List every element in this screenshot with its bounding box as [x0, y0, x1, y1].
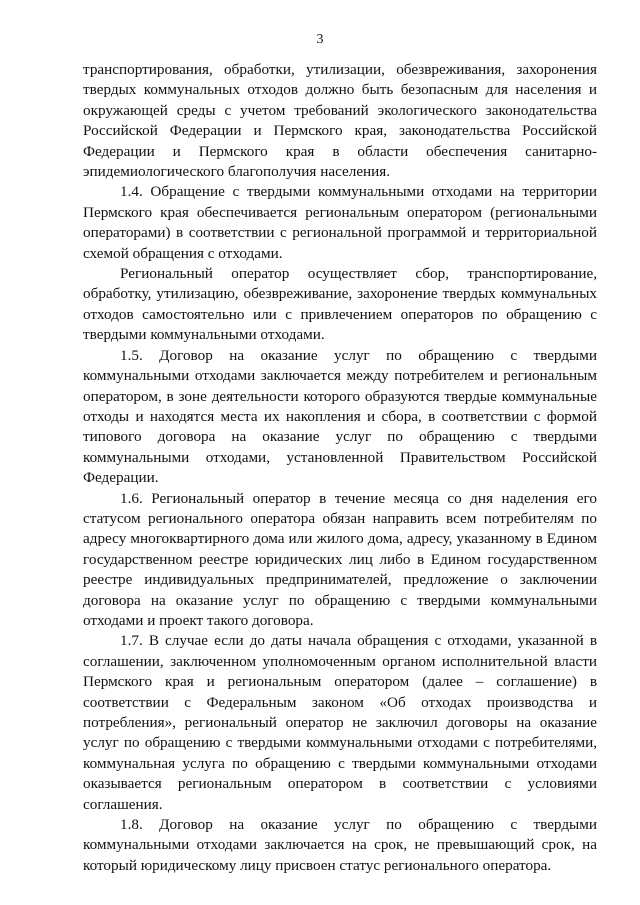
- paragraph-1-5: 1.5. Договор на оказание услуг по обращению с твердыми коммунальными отходами заключается между потребителем и региональным оператором, в зоне деятельности которого образуются твердые коммунальные отходы и находятся места их накопления и сбора, в соответствии с формой типового договора на оказание услуг по обращению с твердыми коммунальными отходами, установленной Правительством Российской Федерации.: [83, 346, 597, 487]
- paragraph-1-6: 1.6. Региональный оператор в течение месяца со дня наделения его статусом регионального оператора обязан направить всем потребителям по адресу многоквартирного дома или жилого дома, адресу, указанному в Едином государственном реестре юридических лиц либо в Едином государственном реестре индивидуальных предпринимателей, предложение о заключении договора на оказание услуг по обращению с твердыми коммунальными отходами и проект такого договора.: [83, 489, 597, 629]
- paragraph-regional-operator: Региональный оператор осуществляет сбор, транспортирование, обработку, утилизацию, обезвреживание, захоронение твердых коммунальных отходов самостоятельно или с привлечением операторов по обращению с твердыми коммунальными отходами.: [83, 265, 597, 344]
- paragraph-1-8: 1.8. Договор на оказание услуг по обращению с твердыми коммунальными отходами заключается на срок, не превышающий срок, на который юридическому лицу присвоен статус регионального оператора.: [83, 816, 597, 874]
- document-body: [83, 60, 597, 876]
- paragraph-continuation: транспортирования, обработки, утилизации, обезвреживания, захоронения твердых коммунальных отходов должно быть безопасным для населения и окружающей среды с учетом требований экологического законодательства Российской Федерации и Пермского края, законодательства Российской Федерации и Пермского края в области обеспечения санитарно-эпидемиологического благополучия населения.: [83, 61, 597, 181]
- paragraph-1-4: 1.4. Обращение с твердыми коммунальными отходами на территории Пермского края обеспечивается региональным оператором (региональными операторами) в соответствии с региональной программой и территориальной схемой обращения с отходами.: [83, 183, 597, 262]
- paragraph-1-7: 1.7. В случае если до даты начала обращения с отходами, указанной в соглашении, заключенном уполномоченным органом исполнительной власти Пермского края и региональным оператором (далее – соглашение) в соответствии с Федеральным законом «Об отходах производства и потребления», региональный оператор не заключил договоры на оказание услуг по обращению с твердыми коммунальными отходами с потребителями, коммунальная услуга по обращению с твердыми коммунальными отходами оказывается региональным оператором в соответствии с условиями соглашения.: [83, 632, 597, 813]
- page-number: 3: [316, 32, 324, 47]
